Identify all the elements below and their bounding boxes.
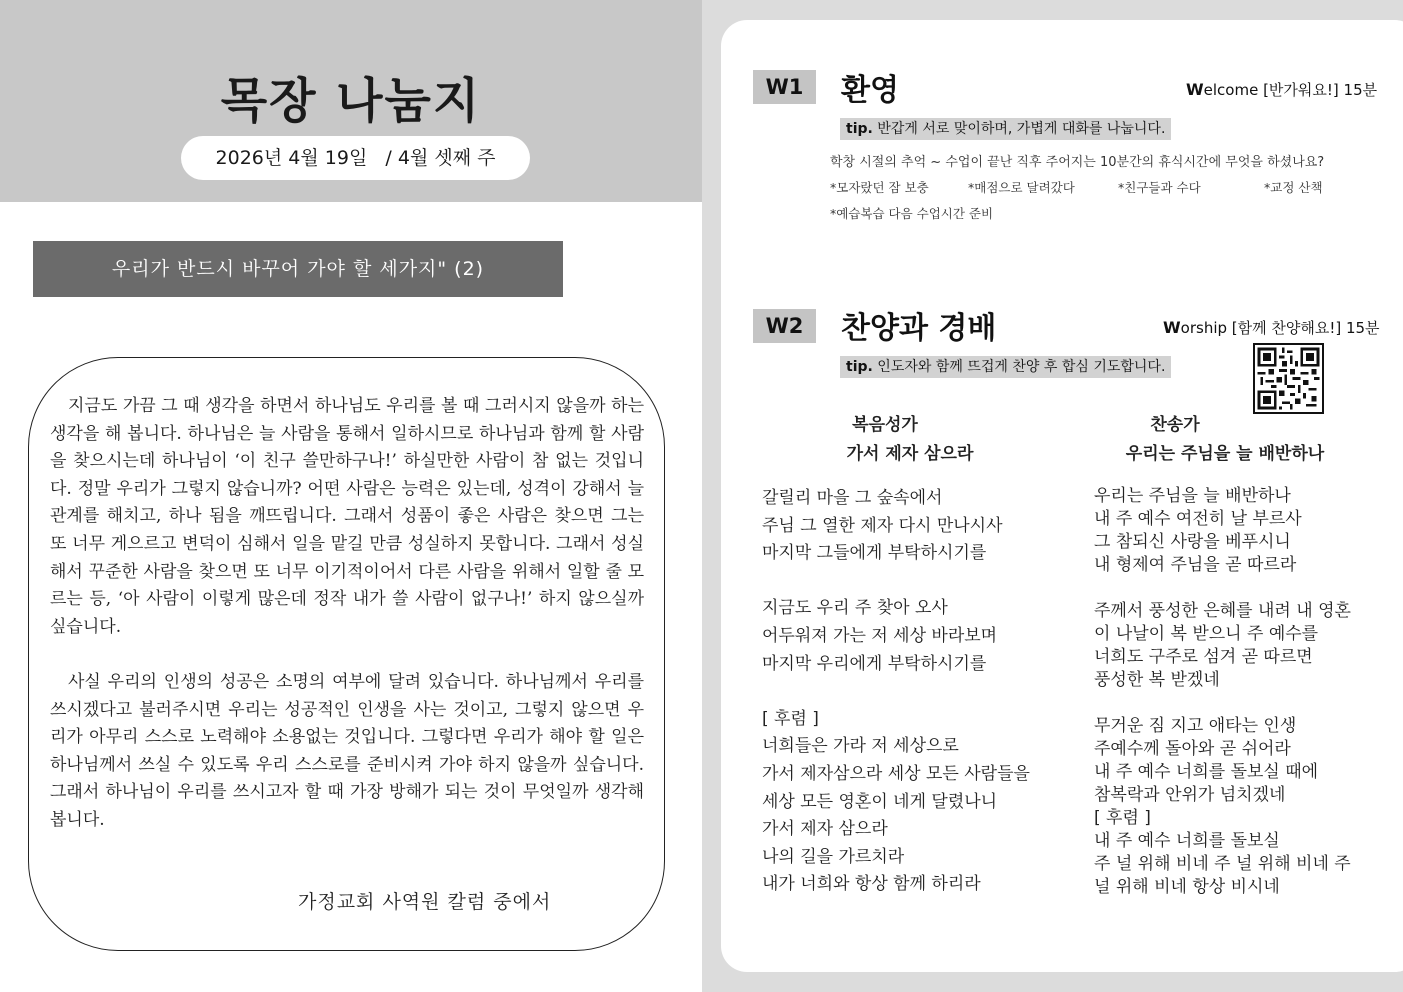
lyric-line: [ 후렴 ] [1094, 808, 1151, 828]
subtitle-rest: orship [함께 찬양해요!] 15분 [1180, 319, 1380, 337]
column-text [50, 393, 644, 835]
lyric-line: 마지막 그들에게 부탁하시기를 [762, 543, 987, 564]
lyric-line: 그 참되신 사랑을 베푸시니 [1094, 532, 1291, 552]
tip-text: 반갑게 서로 맞이하며, 가볍게 대화를 나눕니다. [872, 121, 1166, 137]
date-label: 2026년 4월 19일 / 4월 셋째 주 [181, 136, 530, 180]
subtitle-rest: elcome [반가워요!] 15분 [1203, 81, 1378, 99]
sermon-title: 우리가 반드시 바꾸어 가야 할 세가지" (2) [33, 241, 563, 297]
section-code-w1: W1 [753, 70, 816, 104]
subtitle-initial: W [1186, 80, 1204, 99]
lyric-line: 무거운 짐 지고 애타는 인생 [1094, 716, 1297, 736]
song1-lyrics [762, 485, 1030, 899]
song1-category: 복음성가 [852, 415, 918, 435]
lyric-line: 내 주 예수 너희를 돌보실 때에 [1094, 762, 1319, 782]
tip-label: tip. [846, 359, 873, 375]
icebreaker-question: 학창 시절의 추억 ~ 수업이 끝난 직후 주어지는 10분간의 휴식시간에 무엇을 하셨나요? [830, 155, 1325, 170]
song2-title: 우리는 주님을 늘 배반하나 [1125, 444, 1325, 464]
lyric-line: 참복락과 안위가 넘치겠네 [1094, 785, 1286, 805]
song1-title: 가서 제자 삼으라 [846, 444, 974, 464]
section-title-worship: 찬양과 경배 [841, 311, 997, 346]
lyric-line: 널 위해 비네 항상 비시네 [1094, 877, 1280, 897]
lyric-line: 가서 제자 삼으라 [762, 819, 888, 840]
lyric-line: 내가 너희와 항상 함께 하리라 [762, 874, 981, 895]
lyric-line: 가서 제자삼으라 세상 모든 사람들을 [762, 763, 1030, 784]
song2-category: 찬송가 [1150, 415, 1200, 435]
section-subtitle-welcome [1186, 79, 1377, 100]
lyric-line: 내 주 예수 여전히 날 부르사 [1094, 509, 1302, 529]
lyric-line [1094, 577, 1351, 600]
lyric-line: 지금도 우리 주 찾아 오사 [762, 598, 948, 619]
lyric-line: 내 형제여 주님을 곧 따르라 [1094, 555, 1297, 575]
lyric-line [1094, 692, 1351, 715]
page-title: 목장 나눔지 [220, 73, 482, 129]
option-item: *모자랐던 잠 보충 [830, 180, 929, 195]
lyric-line: 우리는 주님을 늘 배반하나 [1094, 486, 1291, 506]
tip-text: 인도자와 함께 뜨겁게 찬양 후 합심 기도합니다. [872, 359, 1166, 375]
section-title-welcome: 환영 [841, 73, 899, 108]
lyric-line: 이 나날이 복 받으니 주 예수를 [1094, 624, 1319, 644]
tip-worship [840, 356, 1171, 378]
lyric-line: 어두워져 가는 저 세상 바라보며 [762, 625, 998, 646]
tip-label: tip. [846, 121, 873, 137]
option-item: *친구들과 수다 [1118, 180, 1201, 195]
option-item: *교정 산책 [1264, 180, 1323, 195]
tip-welcome [840, 118, 1171, 140]
column-paragraph: 지금도 가끔 그 때 생각을 하면서 하나님도 우리를 볼 때 그러시지 않을까 하는 생각을 해 봅니다. 하나님은 늘 사람을 통해서 일하시므로 하나님과 함께 할 사람을 찾으시는데 하나님이 ‘이 친구 쓸만하구나!’ 하실만한 사람이 참 없는 것입니다. 정말 우리가 그렇지 않습니까? 어떤 사람은 능력은 있는데, 성격이 강해서 늘 관계를 해치고, 하나 됨을 깨뜨립니다. 그래서 성품이 좋은 사람은 찾으면 그는 또 너무 게으르고 변덕이 심해서 일을 맡길 만큼 성실하지 못합니다. 그래서 성실해서 꾸준한 사람을 찾으면 또 너무 이기적이어서 다른 사람을 위해서 일할 줄 모르는 등, ‘아 사람이 이렇게 많은데 정작 내가 쓸 사람이 없구나!’ 하지 않으실까 싶습니다. [50, 396, 644, 637]
lyric-line: 세상 모든 영혼이 네게 달렸나니 [762, 791, 998, 812]
qr-code-icon[interactable] [1253, 343, 1324, 414]
subtitle-initial: W [1163, 318, 1181, 337]
lyric-line: 주께서 풍성한 은혜를 내려 내 영혼 [1094, 601, 1351, 621]
lyric-line: 내 주 예수 너희를 돌보실 [1094, 831, 1280, 851]
column-source: 가정교회 사역원 칼럼 중에서 [298, 891, 552, 913]
lyric-line: 갈릴리 마을 그 숲속에서 [762, 488, 943, 508]
lyric-line: 주님 그 열한 제자 다시 만나시사 [762, 515, 1003, 536]
option-item: *매점으로 달려갔다 [968, 180, 1075, 195]
lyric-line: 주 널 위해 비네 주 널 위해 비네 주 [1094, 854, 1351, 874]
lyric-line: 마지막 우리에게 부탁하시기를 [762, 653, 987, 674]
lyric-line: 풍성한 복 받겠네 [1094, 670, 1220, 690]
lyric-line [762, 568, 1030, 596]
lyric-line: 너희도 구주로 섬겨 곧 따르면 [1094, 647, 1313, 667]
lyric-line: 나의 길을 가르치라 [762, 846, 905, 867]
lyric-line: 너희들은 가라 저 세상으로 [762, 736, 959, 757]
column-paragraph: 사실 우리의 인생의 성공은 소명의 여부에 달려 있습니다. 하나님께서 우리를 쓰시겠다고 불러주시면 우리는 성공적인 인생을 사는 것이고, 그렇지 않으면 우리가 아무리 스스로 노력해야 소용없는 것입니다. 그렇다면 우리가 해야 할 일은 하나님께서 쓰실 수 있도록 우리 스스로를 준비시켜 가야 하지 않을까 싶습니다. 그래서 하나님이 우리를 쓰시고자 할 때 가장 방해가 되는 것이 무엇일까 생각해 봅니다. [50, 671, 644, 830]
lyric-line: 주예수께 돌아와 곧 쉬어라 [1094, 739, 1291, 759]
option-item: *예습복습 다음 수업시간 준비 [830, 206, 994, 221]
lyric-line: [ 후렴 ] [762, 708, 819, 729]
lyric-line [762, 678, 1030, 706]
song2-lyrics [1094, 485, 1351, 899]
section-subtitle-worship [1163, 317, 1380, 338]
section-code-w2: W2 [753, 309, 816, 343]
